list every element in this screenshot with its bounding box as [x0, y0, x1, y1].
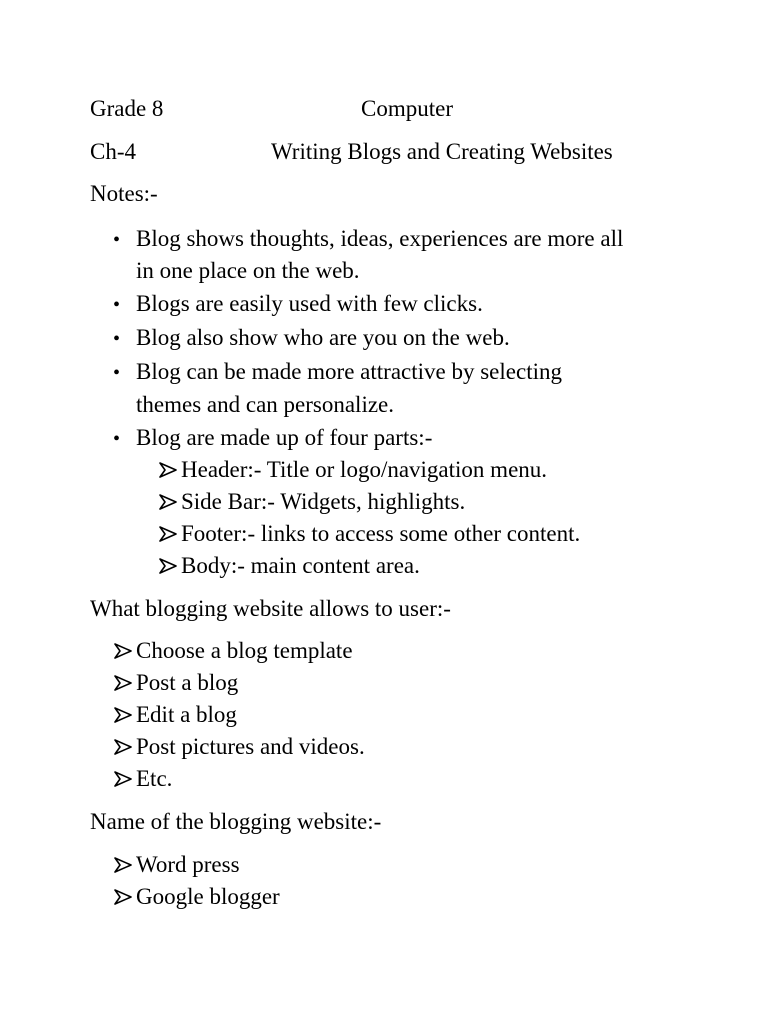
- arrow-bullet-icon: [159, 462, 177, 478]
- bullet-icon: •: [113, 362, 121, 384]
- bullet-line: Blog also show who are you on the web.: [136, 325, 510, 350]
- blog-part-item: Header:- Title or logo/navigation menu.: [181, 457, 548, 482]
- bullet-line: Blog shows thoughts, ideas, experiences are more all: [136, 226, 624, 251]
- allows-item: Edit a blog: [136, 702, 237, 727]
- arrow-bullet-icon: [114, 643, 132, 659]
- chapter-title: Writing Blogs and Creating Websites: [271, 139, 613, 164]
- bullet-icon: •: [113, 428, 121, 450]
- arrow-bullet-icon: [114, 739, 132, 755]
- bullet-line: Blog can be made more attractive by selecting: [136, 359, 562, 384]
- arrow-bullet-icon: [159, 494, 177, 510]
- arrow-bullet-icon: [114, 889, 132, 905]
- bullet-line: in one place on the web.: [136, 258, 360, 283]
- arrow-bullet-icon: [159, 526, 177, 542]
- blog-part-item: Footer:- links to access some other content.: [181, 521, 581, 546]
- allows-heading: What blogging website allows to user:-: [90, 596, 451, 621]
- arrow-bullet-icon: [159, 558, 177, 574]
- arrow-bullet-icon: [114, 707, 132, 723]
- allows-item: Choose a blog template: [136, 638, 353, 663]
- bullet-line: Blogs are easily used with few clicks.: [136, 291, 483, 316]
- website-item: Google blogger: [136, 884, 280, 909]
- subject-label: Computer: [361, 96, 453, 121]
- arrow-bullet-icon: [114, 675, 132, 691]
- blog-part-item: Body:- main content area.: [181, 553, 420, 578]
- blog-part-item: Side Bar:- Widgets, highlights.: [181, 489, 466, 514]
- bullet-line: themes and can personalize.: [136, 392, 394, 417]
- arrow-bullet-icon: [114, 857, 132, 873]
- notes-heading: Notes:-: [90, 181, 158, 206]
- bullet-icon: •: [113, 294, 121, 316]
- allows-item: Post a blog: [136, 670, 239, 695]
- allows-item: Post pictures and videos.: [136, 734, 365, 759]
- website-item: Word press: [136, 852, 240, 877]
- bullet-icon: •: [113, 229, 121, 251]
- chapter-label: Ch-4: [90, 139, 136, 164]
- allows-item: Etc.: [136, 766, 173, 791]
- grade-label: Grade 8: [90, 96, 164, 121]
- websites-heading: Name of the blogging website:-: [90, 809, 382, 834]
- bullet-icon: •: [113, 328, 121, 350]
- bullet-line: Blog are made up of four parts:-: [136, 425, 433, 450]
- arrow-bullet-icon: [114, 771, 132, 787]
